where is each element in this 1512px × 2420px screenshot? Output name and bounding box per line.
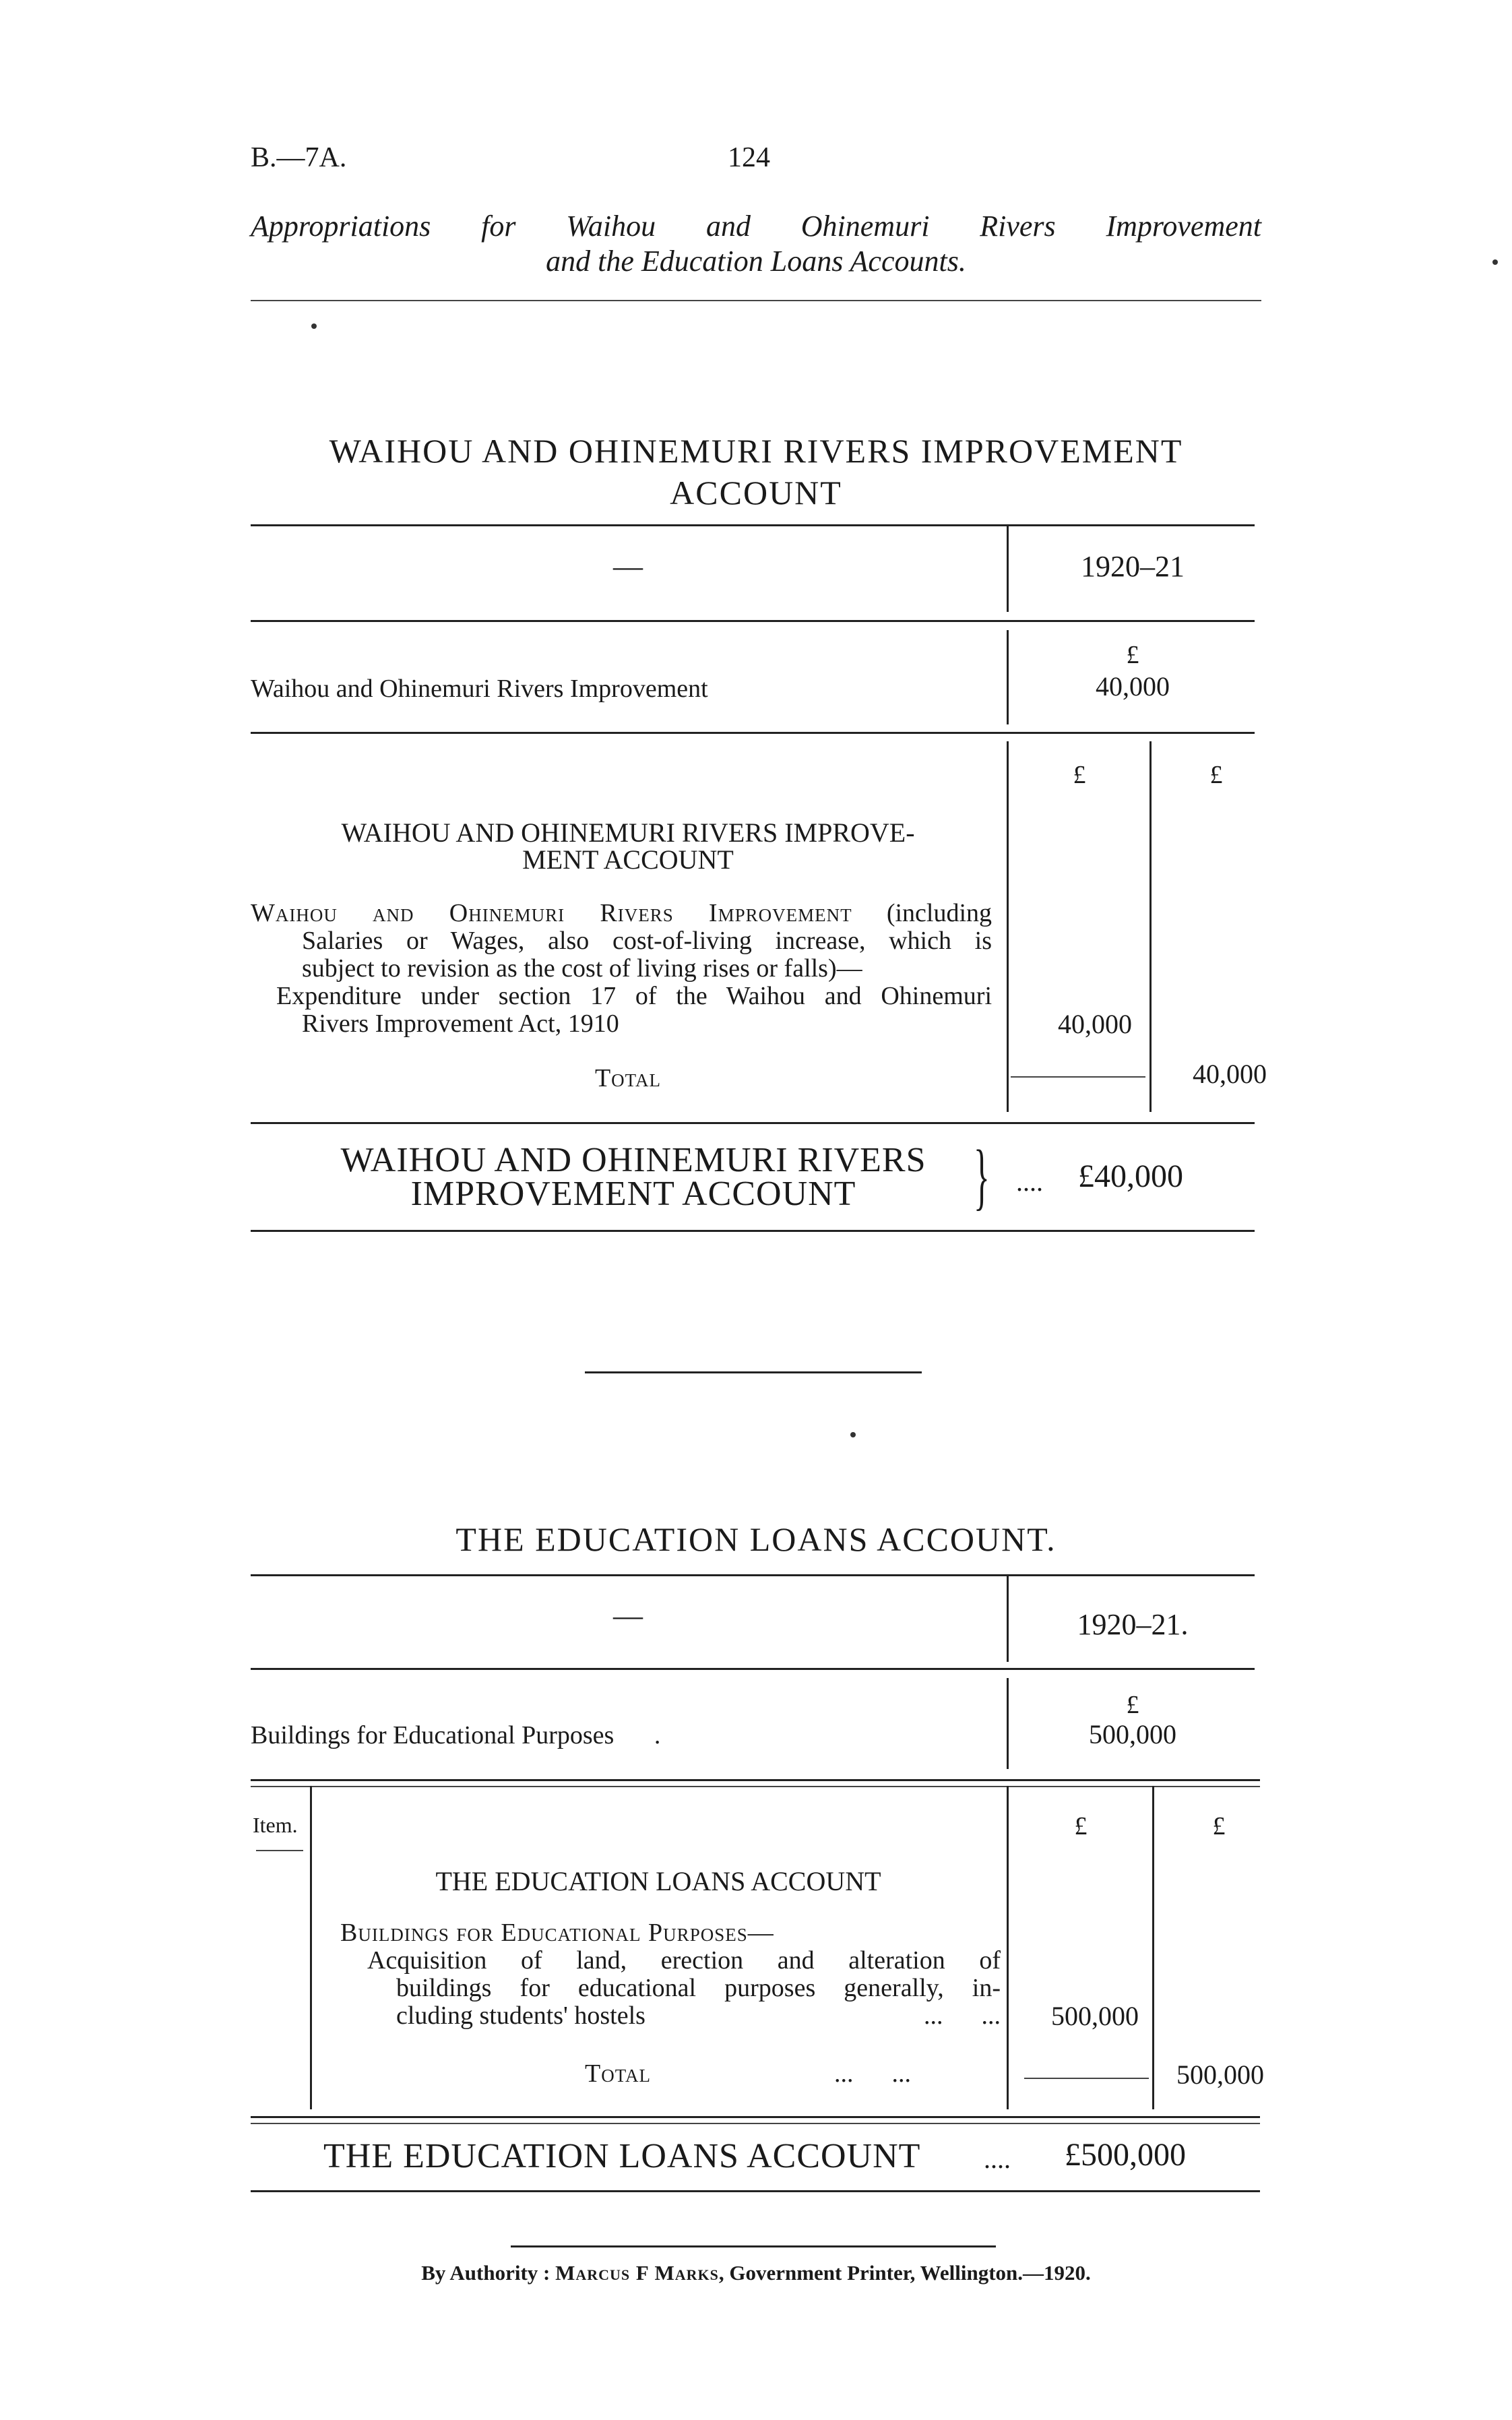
total-amount: 500,000 — [1176, 2059, 1264, 2090]
detail-item-line-2: Salaries or Wages, also cost-of-living increase, which is — [302, 927, 992, 955]
summary-row-label: Waihou and Ohinemuri Rivers Improvement — [251, 675, 708, 703]
imprint-suffix: , Government Printer, Wellington.—1920. — [718, 2261, 1091, 2285]
detail-item-line-3 — [396, 2002, 1001, 2030]
detail-col2-pound: £ — [1209, 761, 1223, 789]
column-header-year: 1920–21. — [1077, 1608, 1189, 1641]
section-separator — [585, 1371, 922, 1373]
total-label: Total — [594, 1064, 662, 1092]
footer-amount: £40,000 — [1078, 1158, 1183, 1194]
column-header-dash: — — [613, 1599, 643, 1632]
table-rule — [251, 1230, 1255, 1232]
column-divider — [1007, 1574, 1009, 1662]
detail-item-line-1 — [251, 900, 992, 927]
summary-pound-sign: £ — [1126, 1691, 1139, 1719]
footer-brace: } — [974, 1135, 990, 1217]
table-rule — [251, 732, 1255, 734]
detail-item-line-4: Expenditure under section 17 of the Waihou and Ohinemuri — [276, 982, 992, 1010]
footer-label: THE EDUCATION LOANS ACCOUNT — [323, 2137, 921, 2175]
detail-col1-pound: £ — [1073, 761, 1086, 789]
table-rule — [251, 524, 1255, 526]
column-divider — [1007, 524, 1009, 612]
detail-col1-pound: £ — [1074, 1812, 1088, 1840]
detail-item-line-3-text: cluding students' hostels — [396, 2002, 645, 2030]
total-leader-dots: ... ... — [834, 2059, 911, 2088]
detail-item-text: (including — [886, 899, 993, 927]
waihou-heading-line-2: ACCOUNT — [670, 474, 842, 511]
detail-item-amount: 500,000 — [1051, 2001, 1139, 2031]
detail-item-line-3: subject to revision as the cost of living rises or falls)— — [302, 954, 862, 983]
detail-heading-line-2: MENT ACCOUNT — [522, 844, 734, 875]
detail-heading: THE EDUCATION LOANS ACCOUNT — [435, 1866, 881, 1896]
imprint-rule — [511, 2245, 996, 2247]
summary-pound-sign: £ — [1126, 641, 1139, 669]
column-divider — [1007, 1678, 1009, 1769]
detail-item-title: Waihou and Ohinemuri Rivers Improvement — [251, 899, 852, 927]
header-rule — [251, 300, 1261, 301]
table-rule — [251, 2123, 1260, 2124]
column-divider — [1007, 741, 1009, 1112]
waihou-heading-line-1: WAIHOU AND OHINEMURI RIVERS IMPROVEMENT — [329, 432, 1183, 470]
subtotal-rule — [1024, 2078, 1149, 2079]
column-header-year: 1920–21 — [1081, 550, 1185, 583]
table-rule — [251, 2116, 1260, 2118]
column-header-dash: — — [613, 550, 643, 583]
footer-label-line-2: IMPROVEMENT ACCOUNT — [410, 1175, 856, 1213]
detail-item-line-1: Acquisition of land, erection and alteration of — [367, 1946, 1001, 1975]
item-column-rule — [256, 1850, 303, 1851]
table-rule — [251, 1668, 1255, 1670]
education-heading: THE EDUCATION LOANS ACCOUNT. — [455, 1520, 1057, 1558]
detail-item-title: Buildings for Educational Purposes— — [340, 1919, 774, 1947]
page-number: 124 — [728, 142, 770, 173]
detail-col2-pound: £ — [1212, 1812, 1226, 1840]
speck — [850, 1432, 856, 1437]
footer-dots: .... — [1016, 1167, 1043, 1197]
column-divider — [1152, 1786, 1154, 2109]
summary-row-label-text: Buildings for Educational Purposes — [251, 1721, 615, 1749]
table-rule — [251, 620, 1255, 622]
summary-row-label — [251, 1720, 660, 1750]
speck — [1492, 259, 1498, 265]
table-rule — [251, 1574, 1255, 1576]
item-column-label: Item. — [253, 1813, 298, 1837]
footer-label-line-1: WAIHOU AND OHINEMURI RIVERS — [340, 1141, 926, 1179]
detail-item-leader-dots: ... ... — [924, 2002, 1001, 2030]
page-title-line-2: and the Education Loans Accounts. — [546, 245, 966, 278]
subtotal-rule — [1011, 1076, 1145, 1078]
detail-item-line-5: Rivers Improvement Act, 1910 — [302, 1010, 619, 1038]
summary-row-amount: 500,000 — [1089, 1719, 1176, 1749]
total-amount: 40,000 — [1193, 1059, 1267, 1089]
detail-heading-line-1: WAIHOU AND OHINEMURI RIVERS IMPROVE- — [341, 817, 915, 848]
detail-item-line-2: buildings for educational purposes generally, in- — [396, 1974, 1001, 2002]
table-rule — [251, 1122, 1255, 1124]
imprint-printer-name: Marcus F Marks — [555, 2261, 719, 2285]
page-title-line-1: Appropriations for Waihou and Ohinemuri Rivers Improvement — [251, 210, 1261, 243]
summary-row-amount: 40,000 — [1096, 671, 1170, 702]
page-reference: B.—7A. — [251, 142, 347, 173]
table-rule — [251, 1786, 1260, 1787]
footer-dots: .... — [984, 2144, 1011, 2174]
total-label: Total — [585, 2059, 652, 2088]
table-rule — [251, 1779, 1260, 1781]
detail-item-amount: 40,000 — [1058, 1009, 1132, 1039]
column-divider — [1149, 741, 1152, 1112]
column-divider — [1007, 1786, 1009, 2109]
printer-imprint — [251, 2261, 1261, 2285]
summary-row-leader-dot: . — [654, 1721, 661, 1749]
imprint-prefix: By Authority : — [421, 2261, 550, 2285]
column-divider — [1007, 630, 1009, 724]
table-rule — [251, 2190, 1260, 2192]
item-column-divider — [310, 1786, 312, 2109]
footer-amount: £500,000 — [1065, 2137, 1186, 2173]
speck — [311, 323, 317, 329]
